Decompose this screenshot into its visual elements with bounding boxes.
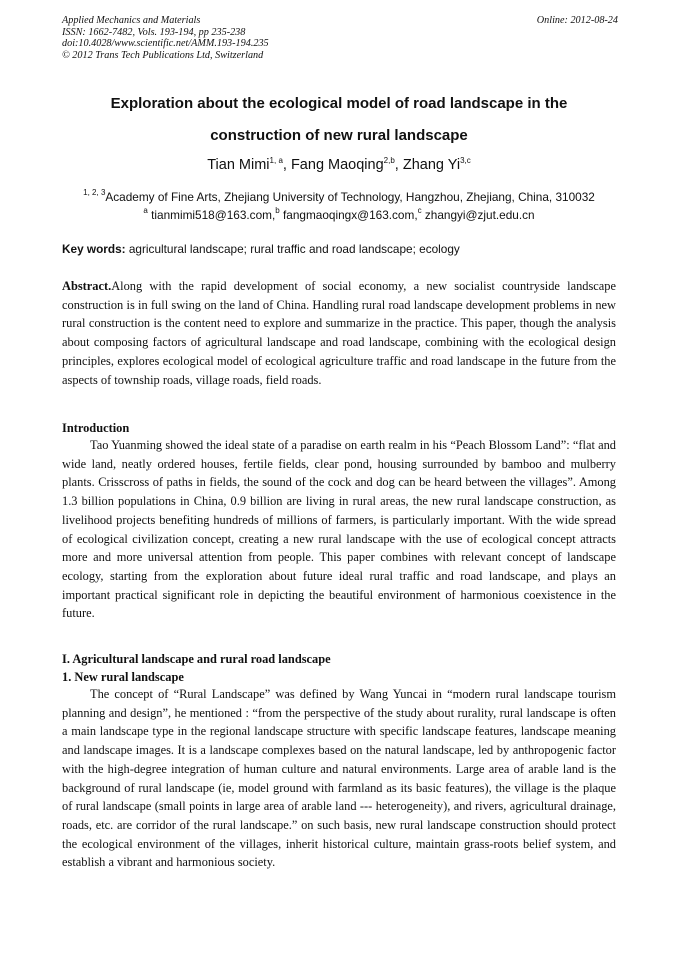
email-address: tianmimi518@163.com, xyxy=(151,208,276,222)
title-line-1: Exploration about the ecological model of road landscape in the xyxy=(110,95,568,112)
online-date: Online: 2012-08-24 xyxy=(536,15,618,26)
abstract-text: Along with the rapid development of social economy, a new socialist countryside landscape construction is in full swing on the land of China. Handling rural road landscape development problems in new rural construction is the content need to explore and summarize in the practice. This paper, though the analysis about composing factors of agricultural landscape and road landscape, combining with the ecological design principles, explores ecological model of ecological agriculture traffic and road landscape in the future from the aspects of township roads, village roads, field roads. xyxy=(62,279,616,387)
affiliation-text: Academy of Fine Arts, Zhejiang University of Technology, Hangzhou, Zhejiang, China, 310032 xyxy=(105,190,595,204)
abstract xyxy=(62,277,616,389)
affiliation xyxy=(40,188,638,204)
subsection-1-paragraph: The concept of “Rural Landscape” was defined by Wang Yuncai in “modern rural landscape tourism planning and design”, he mentioned : “from the perspective of the study about rurality, rural landscape is often a main landscape type in the regional landscape structure with specific landscape features, landscape meaning and landscape images. It is a landscape complexes based on the natural landscape, led by anthropogenic factor with the high-degree integration of human culture and natural environments. Large area of arable land is the background of rural landscape (ie, model ground with farmland as its basic features), the village is the plaque of rural landscape (small points in large area of arable land --- heterogeneity), and rivers, agricultural drainage, roads, etc. are corridor of the rural landscape.” on such basis, new rural landscape construction should protect the ecological environment of the villages, inherit historical culture, maintain grass-roots belief system, and establish a vibrant and harmonious society. xyxy=(62,687,616,870)
keywords xyxy=(62,242,618,256)
email-mark: a xyxy=(143,206,148,215)
issn-line: ISSN: 1662-7482, Vols. 193-194, pp 235-238 xyxy=(62,26,246,38)
author-affiliation-mark: 3,c xyxy=(460,156,471,165)
author-affiliation-mark: 2,b xyxy=(383,156,395,165)
copyright-line: © 2012 Trans Tech Publications Ltd, Switzerland xyxy=(62,49,264,61)
section-1-heading: I. Agricultural landscape and rural road landscape xyxy=(62,652,331,666)
affiliation-mark: 1, 2, 3 xyxy=(83,188,106,197)
subsection-1-heading: 1. New rural landscape xyxy=(62,670,184,684)
journal-name: Applied Mechanics and Materials xyxy=(62,15,201,26)
keywords-text: agricultural landscape; rural traffic and road landscape; ecology xyxy=(128,242,460,256)
introduction-heading: Introduction xyxy=(62,421,130,435)
introduction-paragraph: Tao Yuanming showed the ideal state of a paradise on earth realm in his “Peach Blossom Land”: “flat and wide land, neatly ordered houses, fertile fields, clear pond, housing surrounded by bamboo and mulberry plants. Crisscross of paths in fields, the sound of the cock and dog can be heard between the villages”. Among 1.3 billion populations in China, 0.9 billion are living in rural areas, the new rural landscape construction, as livelihood projects benefiting hundreds of millions of farmers, is particularly important. With the wide spread of ecological civilization concept, creating a new rural landscape with the use of ecological concept attracts more and more universal attention from people. This paper combines with relevant concept of landscape ecology, starting from the exploration about future ideal rural traffic and road landscape, and plays an important practical significant role in depicting the beautiful environment of harmonious coexistence in the future. xyxy=(62,438,616,621)
author-list: Tian Mimi$^{1, a}$, Fang Maoqing$^{2,b}$, Zhang Yi$^{3,c}$ xyxy=(207,156,471,173)
author-name: Tian Mimi xyxy=(207,157,270,173)
author-emails xyxy=(62,206,616,222)
doi-line: doi:10.4028/www.scientific.net/AMM.193-194.235 xyxy=(62,38,269,50)
author-affiliation-mark: 1, a xyxy=(269,156,283,165)
email-address: fangmaoqingx@163.com, xyxy=(282,208,418,222)
abstract-label: Abstract. xyxy=(62,279,112,293)
author-name: Fang Maoqing xyxy=(290,157,384,173)
paper-title xyxy=(62,88,616,152)
email-mark: b xyxy=(275,206,280,215)
email-mark: c xyxy=(417,206,422,215)
author-name: Zhang Yi xyxy=(402,157,461,173)
email-address: zhangyi@zjut.edu.cn xyxy=(424,208,535,222)
journal-header xyxy=(62,15,618,61)
keywords-label: Key words: xyxy=(62,242,126,256)
title-line-2: construction of new rural landscape xyxy=(210,127,468,144)
